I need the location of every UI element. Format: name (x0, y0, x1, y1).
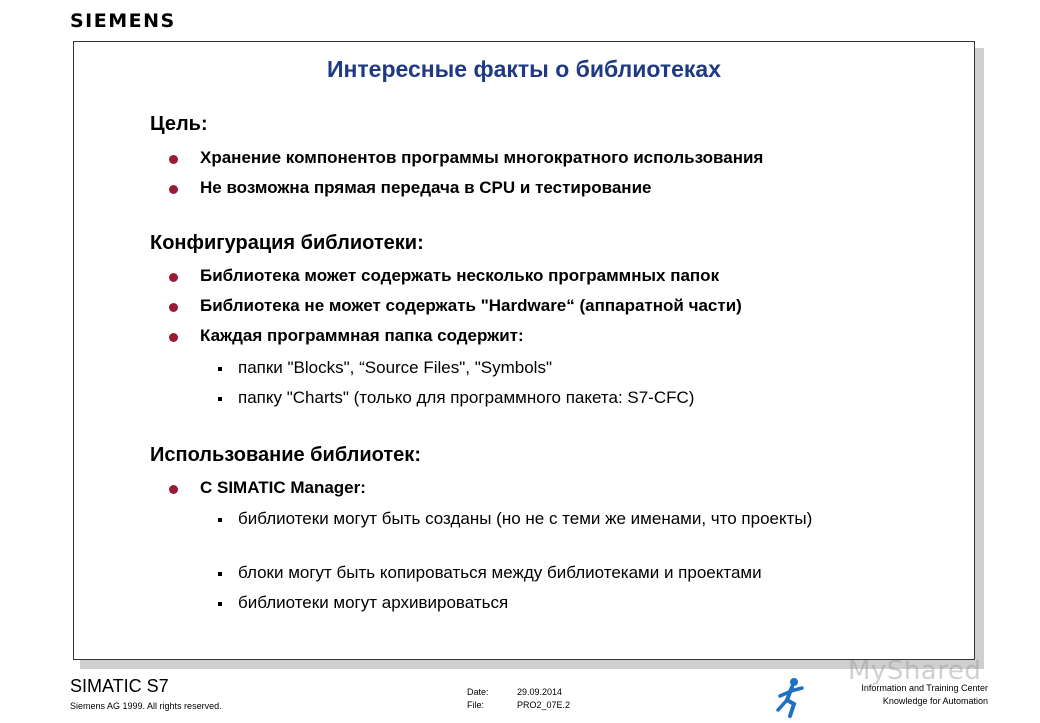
bullet-item: С SIMATIC Manager: (200, 478, 366, 497)
bullet-item: Библиотека может содержать несколько программных папок (200, 266, 720, 285)
subbullet-item: библиотеки могут быть созданы (но не с теми же именами, что проекты) (238, 509, 813, 528)
file-label: File: (467, 700, 485, 710)
bullet-dot (169, 273, 178, 282)
subbullet-square (218, 367, 222, 371)
center-line-1: Information and Training Center (861, 683, 988, 693)
bullet-item: Каждая программная папка содержит: (200, 326, 524, 345)
bullet-item: Не возможна прямая передача в CPU и тестирование (200, 178, 652, 197)
footer-product-block (70, 676, 222, 711)
bullet-item: Хранение компонентов программы многократного использования (200, 148, 764, 167)
siemens-logo: SIEMENS (70, 10, 176, 32)
footer-meta (467, 686, 570, 712)
center-line-2: Knowledge for Automation (882, 696, 988, 706)
copyright: Siemens AG 1999. All rights reserved. (70, 701, 222, 711)
bullet-dot (169, 155, 178, 164)
slide-title: Интересные факты о библиотеках (326, 56, 722, 82)
subbullet-square (218, 602, 222, 606)
bullet-dot (169, 485, 178, 494)
watermark: MyShared (848, 656, 982, 686)
section-heading-usage: Использование библиотек: (150, 444, 421, 466)
bullet-dot (169, 185, 178, 194)
running-figure-icon (772, 676, 812, 723)
bullet-item: Библиотека не может содержать "Hardware“ (аппаратной части) (200, 296, 742, 315)
subbullet-item: блоки могут быть копироваться между библиотеками и проектами (238, 563, 762, 582)
section-heading-goal: Цель: (150, 113, 208, 135)
subbullet-square (218, 397, 222, 401)
bullet-dot (169, 303, 178, 312)
section-heading-config: Конфигурация библиотеки: (150, 232, 424, 254)
training-center-label (861, 682, 988, 708)
subbullet-square (218, 518, 222, 522)
file-value: PRO2_07E.2 (517, 700, 571, 710)
date-value: 29.09.2014 (517, 687, 563, 697)
subbullet-square (218, 572, 222, 576)
bullet-dot (169, 333, 178, 342)
subbullet-item: папки "Blocks", “Source Files", "Symbols" (238, 358, 552, 377)
subbullet-item: папку "Charts" (только для программного пакета: S7-CFC) (238, 388, 695, 407)
subbullet-item: библиотеки могут архивироваться (238, 593, 509, 612)
slide-frame (73, 41, 975, 660)
product-name: SIMATIC S7 (70, 676, 169, 696)
date-label: Date: (467, 687, 489, 697)
